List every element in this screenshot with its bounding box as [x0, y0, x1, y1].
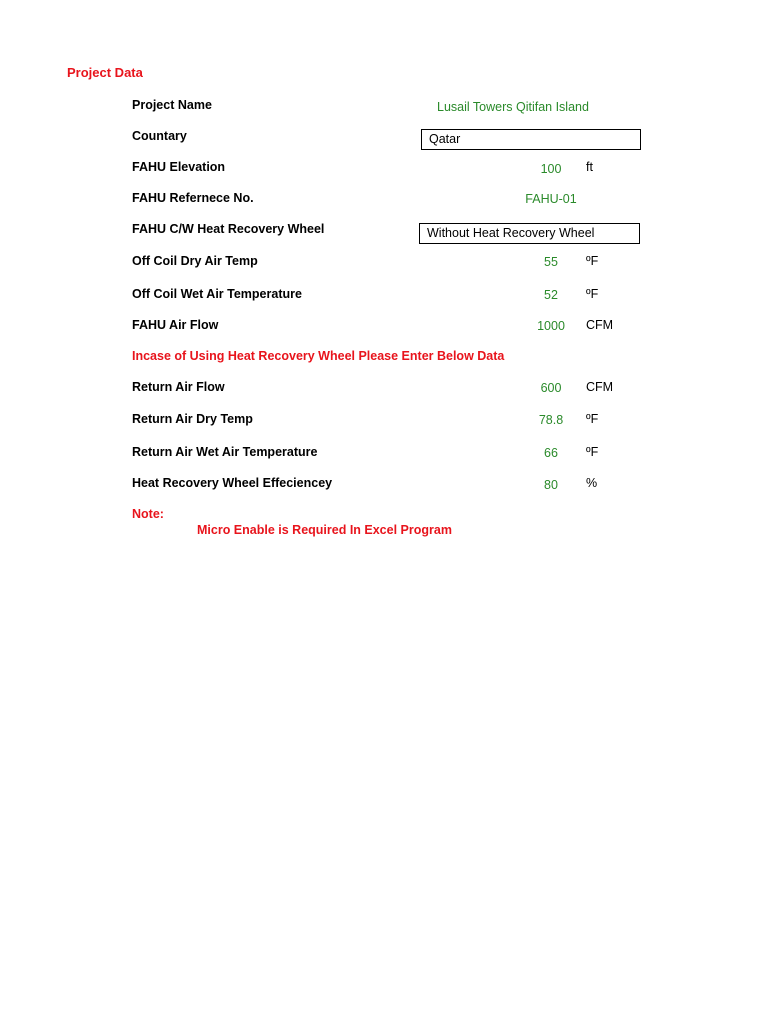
- note-text: Micro Enable is Required In Excel Program: [197, 523, 452, 537]
- efficiency-unit: %: [586, 476, 598, 490]
- return-wet-label: Return Air Wet Air Temperature: [132, 445, 318, 459]
- heat-recovery-select[interactable]: Without Heat Recovery Wheel: [419, 223, 640, 244]
- return-wet-unit: ºF: [586, 445, 599, 459]
- return-dry-unit: ºF: [586, 412, 599, 426]
- hrw-section-heading: Incase of Using Heat Recovery Wheel Please Enter Below Data: [132, 349, 505, 363]
- fahu-air-flow-label: FAHU Air Flow: [132, 318, 219, 332]
- off-coil-wet-value[interactable]: 52: [544, 288, 558, 302]
- fahu-reference-label: FAHU Refernece No.: [132, 191, 254, 205]
- country-label: Countary: [132, 129, 187, 143]
- return-dry-label: Return Air Dry Temp: [132, 412, 253, 426]
- page-title: Project Data: [67, 65, 143, 80]
- project-name-label: Project Name: [132, 98, 212, 112]
- fahu-elevation-label: FAHU Elevation: [132, 160, 226, 174]
- fahu-elevation-value[interactable]: 100: [540, 162, 562, 176]
- return-air-flow-value[interactable]: 600: [540, 381, 562, 395]
- heat-recovery-label: FAHU C/W Heat Recovery Wheel: [132, 222, 325, 236]
- off-coil-dry-label: Off Coil Dry Air Temp: [132, 254, 258, 268]
- fahu-elevation-unit: ft: [586, 160, 593, 174]
- off-coil-wet-label: Off Coil Wet Air Temperature: [132, 287, 302, 301]
- fahu-air-flow-value[interactable]: 1000: [537, 319, 565, 333]
- fahu-reference-value[interactable]: FAHU-01: [525, 192, 577, 206]
- country-select[interactable]: Qatar: [421, 129, 641, 150]
- return-dry-value[interactable]: 78.8: [538, 413, 564, 427]
- off-coil-dry-unit: ºF: [586, 254, 599, 268]
- return-air-flow-label: Return Air Flow: [132, 380, 225, 394]
- return-wet-value[interactable]: 66: [544, 446, 558, 460]
- return-air-flow-unit: CFM: [586, 380, 614, 394]
- fahu-air-flow-unit: CFM: [586, 318, 614, 332]
- note-label: Note:: [132, 507, 164, 521]
- efficiency-value[interactable]: 80: [544, 478, 558, 492]
- project-name-value[interactable]: Lusail Towers Qitifan Island: [437, 100, 589, 114]
- off-coil-wet-unit: ºF: [586, 287, 599, 301]
- off-coil-dry-value[interactable]: 55: [544, 255, 558, 269]
- efficiency-label: Heat Recovery Wheel Effeciencey: [132, 476, 333, 490]
